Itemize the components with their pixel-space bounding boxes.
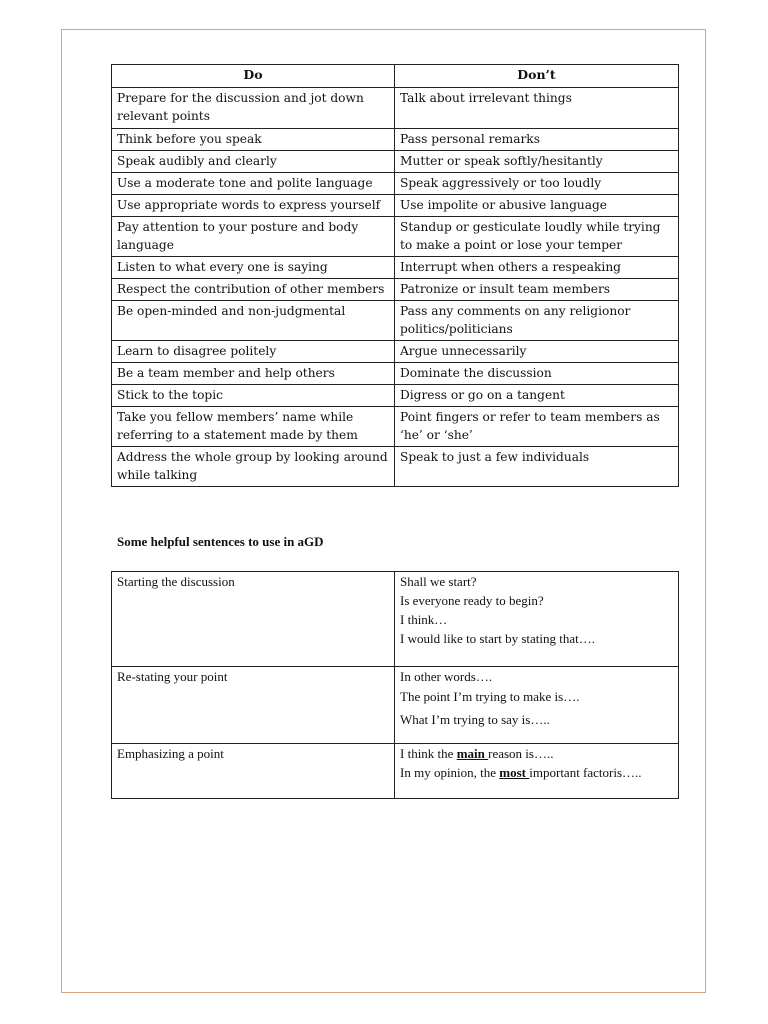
phrase-text: reason is….. xyxy=(488,746,554,761)
phrase-line: Is everyone ready to begin? xyxy=(400,593,544,608)
helpful-sentences-table xyxy=(111,571,679,799)
phrase-category: Starting the discussion xyxy=(112,572,395,667)
do-cell: Listen to what every one is saying xyxy=(112,257,395,279)
dont-cell: Interrupt when others a respeaking xyxy=(395,257,679,279)
phrase-line: What I’m trying to say is….. xyxy=(400,712,550,727)
emphasis-word: main xyxy=(456,746,489,761)
phrase-line xyxy=(400,744,673,763)
table-row xyxy=(112,173,679,195)
phrase-list xyxy=(395,572,679,667)
phrase-category: Re-stating your point xyxy=(112,667,395,744)
dont-cell: Pass any comments on any religionor politics/politicians xyxy=(395,301,679,341)
do-cell: Be a team member and help others xyxy=(112,363,395,385)
table-row xyxy=(112,151,679,173)
table-row xyxy=(112,217,679,257)
table-row xyxy=(112,257,679,279)
phrase-list xyxy=(395,667,679,744)
dont-cell: Speak to just a few individuals xyxy=(395,447,679,487)
dont-cell: Speak aggressively or too loudly xyxy=(395,173,679,195)
dont-cell: Mutter or speak softly/hesitantly xyxy=(395,151,679,173)
table-row xyxy=(112,667,679,744)
dont-cell: Argue unnecessarily xyxy=(395,341,679,363)
phrase-text: In my opinion, the xyxy=(400,765,500,780)
phrase-list xyxy=(395,744,679,799)
dont-cell: Point fingers or refer to team members as ‘he’ or ‘she’ xyxy=(395,407,679,447)
table-row xyxy=(112,129,679,151)
emphasis-word: most xyxy=(499,765,530,780)
dos-and-donts-table xyxy=(111,64,679,487)
do-cell: Be open-minded and non-judgmental xyxy=(112,301,395,341)
table-row xyxy=(112,341,679,363)
phrase-line xyxy=(400,763,673,782)
table-row xyxy=(112,363,679,385)
do-cell: Prepare for the discussion and jot down relevant points xyxy=(112,88,395,129)
table-row xyxy=(112,385,679,407)
phrase-category: Emphasizing a point xyxy=(112,744,395,799)
phrase-text: important factoris….. xyxy=(529,765,642,780)
phrase-line: I think… xyxy=(400,612,448,627)
phrase-text: I think the xyxy=(400,746,457,761)
do-cell: Pay attention to your posture and body language xyxy=(112,217,395,257)
dont-cell: Pass personal remarks xyxy=(395,129,679,151)
header-dont: Don’t xyxy=(395,65,679,88)
do-cell: Use a moderate tone and polite language xyxy=(112,173,395,195)
table-row xyxy=(112,407,679,447)
section-heading: Some helpful sentences to use in aGD xyxy=(117,534,324,549)
dont-cell: Use impolite or abusive language xyxy=(395,195,679,217)
phrase-line: Shall we start? xyxy=(400,574,477,589)
dont-cell: Patronize or insult team members xyxy=(395,279,679,301)
do-cell: Address the whole group by looking around while talking xyxy=(112,447,395,487)
table-header-row xyxy=(112,65,679,88)
do-cell: Stick to the topic xyxy=(112,385,395,407)
do-cell: Speak audibly and clearly xyxy=(112,151,395,173)
dont-cell: Digress or go on a tangent xyxy=(395,385,679,407)
dont-cell: Dominate the discussion xyxy=(395,363,679,385)
table-row xyxy=(112,447,679,487)
table-row xyxy=(112,744,679,799)
dont-cell: Standup or gesticulate loudly while trying to make a point or lose your temper xyxy=(395,217,679,257)
table-row xyxy=(112,279,679,301)
phrase-line: I would like to start by stating that…. xyxy=(400,631,595,646)
do-cell: Take you fellow members’ name while referring to a statement made by them xyxy=(112,407,395,447)
do-cell: Respect the contribution of other members xyxy=(112,279,395,301)
do-cell: Learn to disagree politely xyxy=(112,341,395,363)
header-do: Do xyxy=(112,65,395,88)
do-cell: Think before you speak xyxy=(112,129,395,151)
do-cell: Use appropriate words to express yourself xyxy=(112,195,395,217)
table-row xyxy=(112,88,679,129)
dont-cell: Talk about irrelevant things xyxy=(395,88,679,129)
table-row xyxy=(112,572,679,667)
phrase-line: In other words…. xyxy=(400,669,493,684)
table-row xyxy=(112,195,679,217)
phrase-line: The point I’m trying to make is…. xyxy=(400,689,580,704)
table-row xyxy=(112,301,679,341)
